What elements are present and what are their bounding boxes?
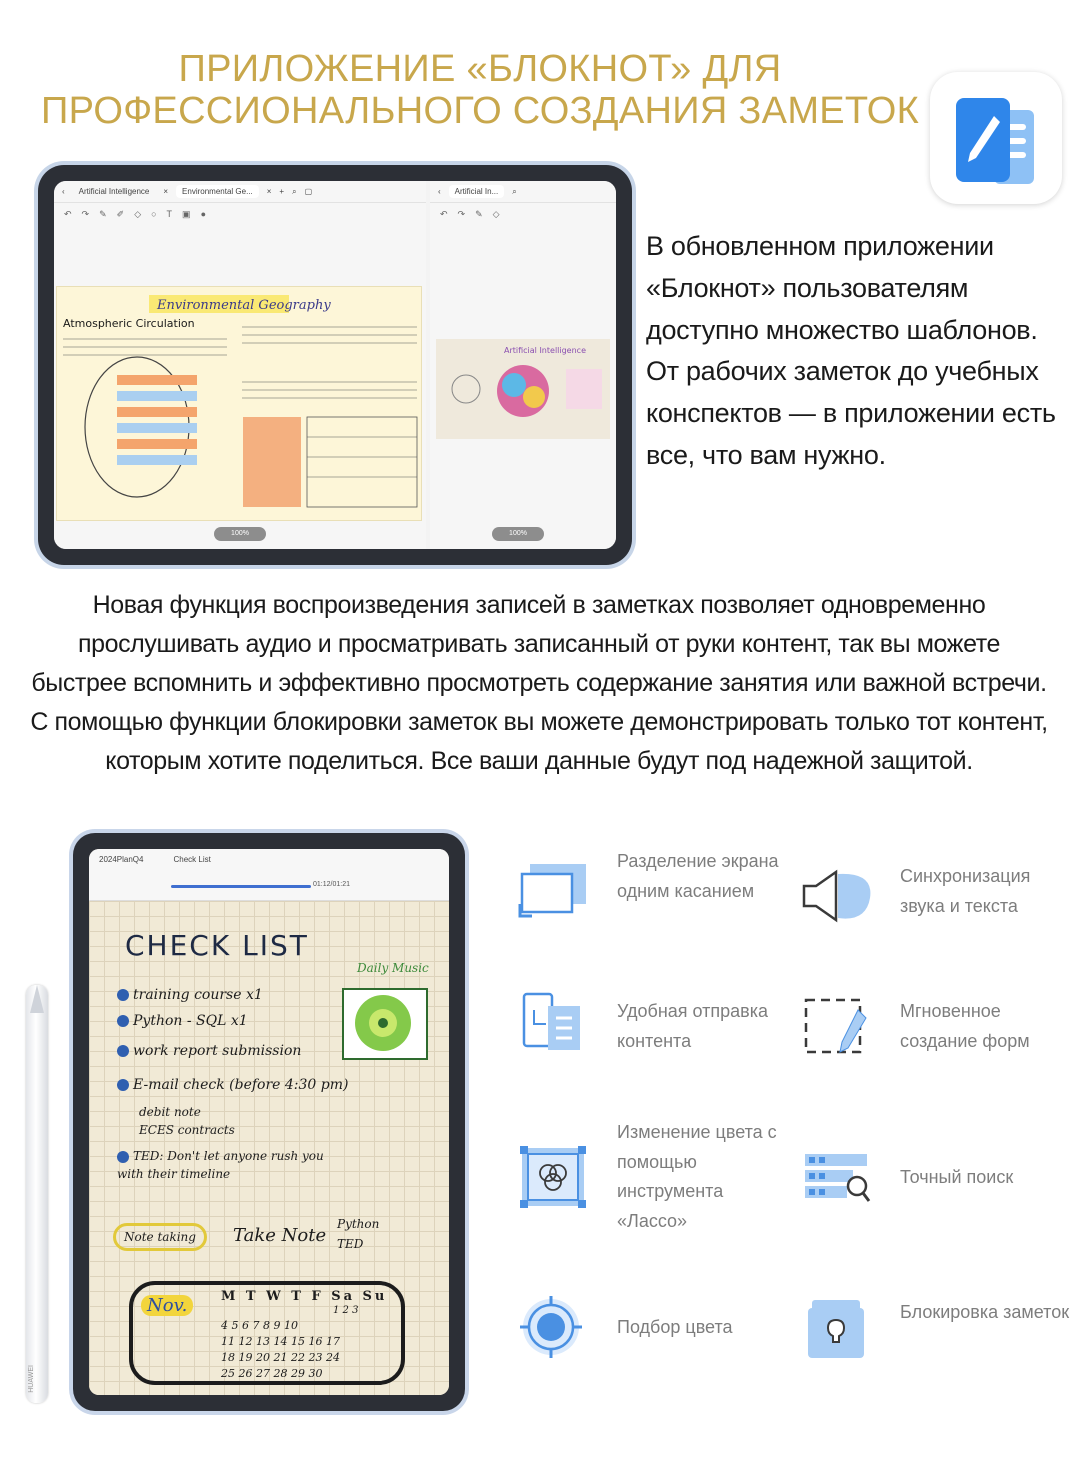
tab-environmental[interactable]: Environmental Ge... <box>176 185 259 198</box>
note-lock-icon <box>806 1298 866 1360</box>
tablet2-tab-bar <box>89 849 449 869</box>
image-icon[interactable]: ▣ <box>182 208 191 219</box>
search-icon[interactable]: ⌕ <box>292 186 297 196</box>
text-icon[interactable]: T <box>166 209 173 219</box>
check-dot-icon <box>117 1079 129 1091</box>
precise-search-icon <box>803 1152 871 1204</box>
tab-artificial-intelligence[interactable]: Artificial Intelligence <box>78 187 150 196</box>
geography-notes-image <box>56 286 422 521</box>
checklist-item-5: debit note <box>139 1105 201 1119</box>
sound-sync-icon <box>800 864 876 928</box>
feature-label-lasso-color: Изменение цвета с помощью инструмента «Лассо» <box>617 1122 777 1231</box>
close-icon[interactable]: × <box>266 187 272 196</box>
right-pane <box>430 181 616 549</box>
music-vinyl-drawing <box>341 983 431 1063</box>
checklist-item-7: TED: Don't let anyone rush you with their timeline <box>117 1149 324 1181</box>
right-tab-bar <box>430 181 616 203</box>
tool-row <box>54 205 426 223</box>
lasso-color-icon <box>520 1146 586 1208</box>
calendar-weekdays: M T W T F Sa Su <box>221 1289 388 1304</box>
note-heading: Environmental Geography <box>157 298 331 313</box>
calendar-row-3: 11 12 13 14 15 16 17 <box>221 1335 340 1348</box>
stylus-pen <box>26 985 48 1403</box>
checklist-item-6: ECES contracts <box>139 1123 235 1137</box>
tab-check-list[interactable]: Check List <box>173 854 211 864</box>
back-icon[interactable]: ‹ <box>438 187 441 196</box>
tablet-checklist <box>73 833 465 1411</box>
right-tool-row <box>430 205 616 223</box>
search-icon[interactable]: ⌕ <box>512 186 517 196</box>
take-note-python: Python <box>337 1217 380 1231</box>
take-note-label: Take Note <box>233 1225 327 1246</box>
pen-icon[interactable]: ✎ <box>99 208 107 219</box>
playback-progress[interactable] <box>171 885 311 888</box>
title-line-2: ПРОФЕССИОНАЛЬНОГО СОЗДАНИЯ ЗАМЕТОК <box>40 90 920 132</box>
checklist-item-4: E-mail check (before 4:30 pm) <box>117 1077 349 1093</box>
feature-label-content-send: Удобная отправка контента <box>617 1001 769 1051</box>
feature-label-instant-form: Мгновенное создание форм <box>900 1001 1030 1051</box>
redo-icon[interactable]: ↷ <box>457 208 466 219</box>
intro-text: В обновленном приложении «Блокнот» пользователям доступно множество шаблонов. От рабочих заметок до учебных конспектов — в приложении есть все, что вам нужно. <box>646 231 1056 470</box>
tab-bar <box>54 181 426 203</box>
calendar-frame <box>129 1281 405 1385</box>
tablet2-toolbar <box>89 869 449 901</box>
highlighter-icon[interactable]: ✐ <box>116 208 125 219</box>
check-dot-icon <box>117 1151 129 1163</box>
take-note-ted: TED <box>337 1237 364 1251</box>
lasso-icon[interactable]: ○ <box>151 209 157 219</box>
pen-brand: HUAWEI <box>28 1365 35 1393</box>
checklist-item-2: Python - SQL x1 <box>117 1013 248 1029</box>
notepad-app-icon <box>930 72 1062 204</box>
content-send-icon <box>522 992 584 1052</box>
tab-artificial-in[interactable]: Artificial In... <box>449 185 505 198</box>
tablet2-screen <box>89 849 449 1395</box>
pen-icon[interactable]: ✎ <box>475 208 483 219</box>
color-picker-icon <box>518 1294 584 1360</box>
zoom-indicator[interactable]: 100% <box>214 527 266 541</box>
redo-icon[interactable]: ↷ <box>81 208 90 219</box>
page-title <box>20 48 940 132</box>
body-text: Новая функция воспроизведения записей в заметках позволяет одновременно прослушивать аудио и просматривать записанный от руки контент, так вы можете быстрее вспомнить и эффективно просмотреть содержание занятия или важной встречи. С помощью функции блокировки заметок вы можете демонстрировать только тот контент, которым хотите поделиться. Все ваши данные будут под надежной защитой. <box>30 591 1048 775</box>
title-line-1: ПРИЛОЖЕНИЕ «БЛОКНОТ» ДЛЯ <box>178 48 782 90</box>
check-dot-icon <box>117 1015 129 1027</box>
tablet-split-screen <box>38 165 632 565</box>
ai-notes-image <box>436 339 610 439</box>
calendar-row-5: 25 26 27 28 29 30 <box>221 1367 323 1380</box>
daily-music-label: Daily Music <box>357 961 429 975</box>
undo-icon[interactable]: ↶ <box>440 208 448 219</box>
checklist-item-1: training course x1 <box>117 987 263 1003</box>
note-subheading: Atmospheric Circulation <box>63 317 195 330</box>
instant-form-icon <box>804 996 872 1056</box>
ai-heading: Artificial Intelligence <box>504 346 586 355</box>
tablet-screen <box>54 181 616 549</box>
eraser-icon[interactable]: ◇ <box>492 208 500 219</box>
tab-2024planq4[interactable]: 2024PlanQ4 <box>99 854 144 864</box>
playback-timestamp: 01:12/01:21 <box>313 881 350 888</box>
checklist-item-3: work report submission <box>117 1043 301 1059</box>
calendar-row-2: 4 5 6 7 8 9 10 <box>221 1319 298 1332</box>
layout-icon[interactable]: ▢ <box>304 187 313 196</box>
split-screen-icon <box>518 864 590 918</box>
calendar-row-1: 1 2 3 <box>333 1305 359 1316</box>
note-taking-label: Note taking <box>113 1223 207 1251</box>
zoom-indicator-right[interactable]: 100% <box>492 527 544 541</box>
undo-icon[interactable]: ↶ <box>64 208 72 219</box>
feature-label-sound-sync: Синхронизация звука и текста <box>900 866 1031 916</box>
close-icon[interactable]: × <box>163 187 169 196</box>
eraser-icon[interactable]: ◇ <box>134 208 142 219</box>
calendar-month: Nov. <box>141 1295 193 1316</box>
checklist-title: CHECK LIST <box>125 929 309 962</box>
mic-icon[interactable]: ● <box>200 209 206 219</box>
calendar-row-4: 18 19 20 21 22 23 24 <box>221 1351 340 1364</box>
feature-label-color-picker: Подбор цвета <box>617 1317 733 1337</box>
feature-label-precise-search: Точный поиск <box>900 1167 1014 1187</box>
add-icon[interactable]: + <box>279 187 285 196</box>
feature-label-note-lock: Блокировка заметок <box>900 1302 1070 1322</box>
check-dot-icon <box>117 989 129 1001</box>
left-pane <box>54 181 426 549</box>
check-dot-icon <box>117 1045 129 1057</box>
feature-label-split-screen: Разделение экрана одним касанием <box>617 851 779 901</box>
back-icon[interactable]: ‹ <box>62 187 65 196</box>
